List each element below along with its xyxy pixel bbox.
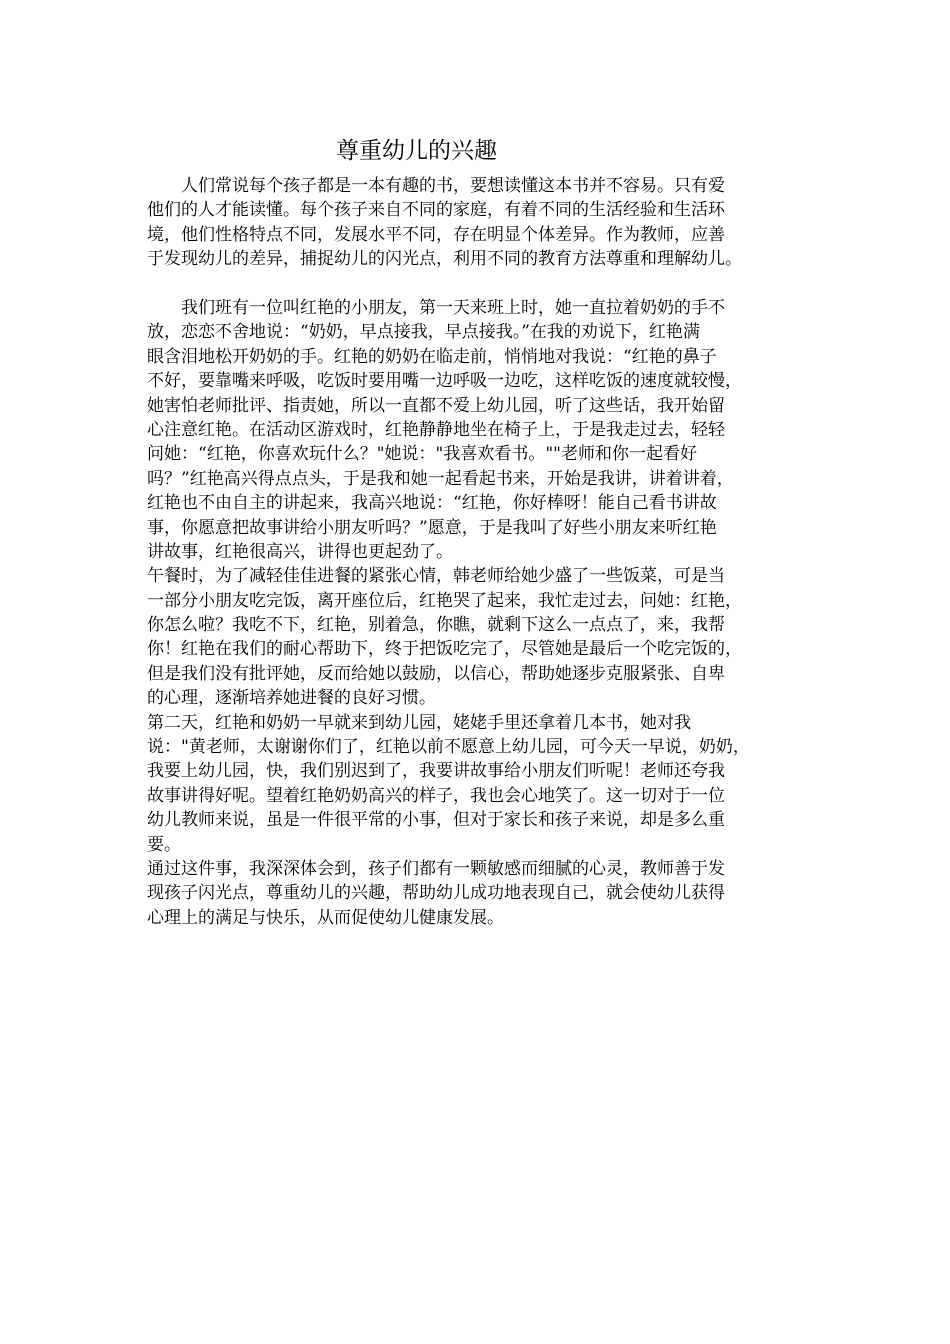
text-line: 你怎么啦？我吃不下，红艳，别着急，你瞧，就剩下这么一点点了，来，我帮: [147, 615, 725, 636]
text-line: 问她：“红艳，你喜欢玩什么？"她说："我喜欢看书。""老师和你一起看好: [147, 444, 697, 465]
text-line: 故事讲得好呢。望着红艳奶奶高兴的样子，我也会心地笑了。这一切对于一位: [147, 785, 725, 806]
text-line: 你！红艳在我们的耐心帮助下，终于把饭吃完了，尽管她是最后一个吃完饭的，: [147, 639, 742, 660]
paragraph-1: [147, 174, 817, 272]
text-line: 放，恋恋不舍地说：“奶奶，早点接我，早点接我。”在我的劝说下，红艳满: [147, 322, 700, 343]
text-line: 我们班有一位叫红艳的小朋友，第一天来班上时，她一直拉着奶奶的手不: [147, 298, 725, 318]
paragraph-2: [147, 296, 817, 930]
text-line: 她害怕老师批评、指责她，所以一直都不爱上幼儿园，听了这些话，我开始留: [147, 395, 725, 416]
text-line: 红艳也不由自主的讲起来，我高兴地说：“红艳，你好棒呀！能自己看书讲故: [147, 493, 717, 514]
document-title: 尊重幼儿的兴趣: [336, 138, 497, 164]
text-line: 讲故事，红艳很高兴，讲得也更起劲了。: [147, 541, 453, 562]
text-line: 眼含泪地松开奶奶的手。红艳的奶奶在临走前，悄悄地对我说：“红艳的鼻子: [147, 346, 717, 367]
text-line: 午餐时，为了减轻佳佳进餐的紧张心情，韩老师给她少盛了一些饭菜，可是当: [147, 566, 725, 587]
text-line: 一部分小朋友吃完饭，离开座位后，红艳哭了起来，我忙走过去，问她：红艳，: [147, 590, 742, 611]
text-line: 的心理，逐渐培养她进餐的良好习惯。: [147, 688, 436, 709]
text-line: 幼儿教师来说，虽是一件很平常的小事，但对于家长和孩子来说，却是多么重: [147, 810, 725, 831]
text-line: 不好，要靠嘴来呼吸，吃饭时要用嘴一边呼吸一边吃，这样吃饭的速度就较慢，: [147, 371, 742, 392]
text-line: 心理上的满足与快乐，从而促使幼儿健康发展。: [147, 907, 504, 928]
text-line: 于发现幼儿的差异，捕捉幼儿的闪光点，利用不同的教育方法尊重和理解幼儿。: [147, 249, 742, 270]
text-line: 我要上幼儿园，快，我们别迟到了，我要讲故事给小朋友们听呢！老师还夸我: [147, 761, 725, 782]
text-line: 人们常说每个孩子都是一本有趣的书，要想读懂这本书并不容易。只有爱: [147, 176, 725, 196]
text-line: 吗？”红艳高兴得点点头，于是我和她一起看起书来，开始是我讲，讲着讲着，: [147, 468, 734, 489]
text-line: 事，你愿意把故事讲给小朋友听吗？”愿意，于是我叫了好些小朋友来听红艳: [147, 517, 717, 538]
text-line: 心注意红艳。在活动区游戏时，红艳静静地坐在椅子上，于是我走过去，轻轻: [147, 419, 725, 440]
text-line: 但是我们没有批评她，反而给她以鼓励，以信心，帮助她逐步克服紧张、自卑: [147, 663, 725, 684]
text-line: 要。: [147, 834, 181, 855]
text-line: 通过这件事，我深深体会到，孩子们都有一颗敏感而细腻的心灵，教师善于发: [147, 858, 725, 879]
text-line: 现孩子闪光点，尊重幼儿的兴趣，帮助幼儿成功地表现自己，就会使幼儿获得: [147, 883, 725, 904]
text-line: 第二天，红艳和奶奶一早就来到幼儿园，姥姥手里还拿着几本书，她对我: [147, 712, 691, 733]
text-line: 境，他们性格特点不同，发展水平不同，存在明显个体差异。作为教师，应善: [147, 224, 725, 245]
text-line: 说："黄老师，太谢谢你们了，红艳以前不愿意上幼儿园，可今天一早说，奶奶，: [147, 737, 750, 758]
text-line: 他们的人才能读懂。每个孩子来自不同的家庭，有着不同的生活经验和生活环: [147, 200, 725, 221]
